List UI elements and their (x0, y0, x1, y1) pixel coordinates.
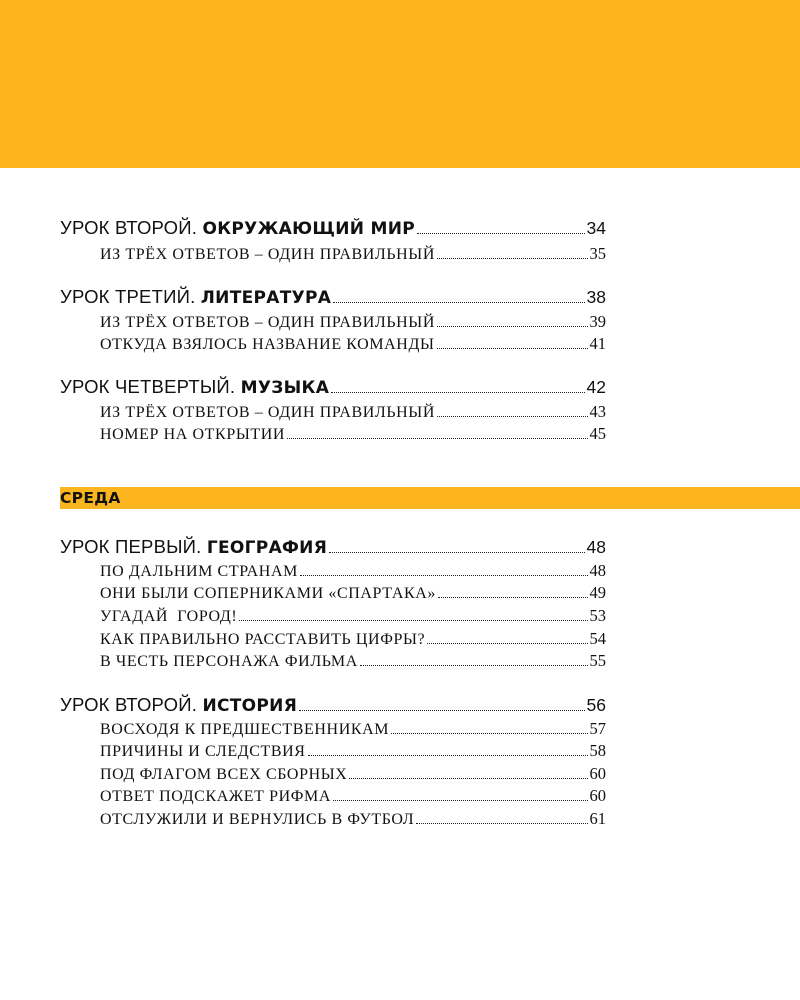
toc-entry-line[interactable] (100, 398, 606, 422)
toc-entry-line[interactable] (100, 782, 606, 806)
dot-leader (239, 619, 587, 621)
entry-title: ОТВЕТ ПОДСКАЖЕТ РИФМА (100, 788, 332, 805)
page-number: 43 (589, 402, 606, 421)
toc-entry-line[interactable] (100, 602, 606, 626)
toc-lesson-line[interactable] (60, 284, 606, 308)
toc-lesson-line[interactable] (60, 374, 606, 398)
toc-entry-line[interactable] (100, 330, 606, 354)
toc-entry-line[interactable] (100, 557, 606, 581)
entry-title: ОТКУДА ВЗЯЛОСЬ НАЗВАНИЕ КОМАНДЫ (100, 336, 435, 353)
dot-leader (437, 415, 587, 417)
entry-title: ВОСХОДЯ К ПРЕДШЕСТВЕННИКАМ (100, 721, 390, 738)
entry-title: УГАДАЙ ГОРОД! (100, 608, 238, 625)
page-number: 42 (586, 377, 606, 397)
toc-entry-line[interactable] (100, 579, 606, 603)
lesson-title: УРОК ПЕРВЫЙ. ГЕОГРАФИЯ (60, 536, 328, 558)
dot-leader (437, 347, 588, 349)
dot-leader (360, 664, 588, 666)
toc-entry-line[interactable] (100, 308, 606, 332)
toc-entry-line[interactable] (100, 760, 606, 784)
toc-entry-line[interactable] (100, 240, 606, 264)
page-number: 48 (586, 537, 606, 557)
page-number: 35 (589, 244, 606, 263)
entry-title: ИЗ ТРЁХ ОТВЕТОВ – ОДИН ПРАВИЛЬНЫЙ (100, 404, 436, 421)
lesson-title: УРОК ЧЕТВЕРТЫЙ. МУЗЫКА (60, 376, 330, 398)
day-heading: СРЕДА (60, 489, 121, 507)
lesson-title: УРОК ВТОРОЙ. ИСТОРИЯ (60, 694, 298, 716)
entry-title: ОТСЛУЖИЛИ И ВЕРНУЛИСЬ В ФУТБОЛ (100, 811, 415, 828)
dot-leader (391, 732, 587, 734)
page-number: 56 (586, 695, 606, 715)
entry-title: ИЗ ТРЁХ ОТВЕТОВ – ОДИН ПРАВИЛЬНЫЙ (100, 246, 436, 263)
page-number: 60 (589, 764, 606, 783)
toc-lesson-line[interactable] (60, 215, 606, 239)
lesson-title: УРОК ВТОРОЙ. ОКРУЖАЮЩИЙ МИР (60, 217, 416, 239)
entry-title: НОМЕР НА ОТКРЫТИИ (100, 426, 286, 443)
lesson-title: УРОК ТРЕТИЙ. ЛИТЕРАТУРА (60, 286, 332, 308)
dot-leader (427, 642, 587, 644)
page-number: 58 (589, 741, 606, 760)
page-number: 60 (589, 786, 606, 805)
entry-title: ИЗ ТРЁХ ОТВЕТОВ – ОДИН ПРАВИЛЬНЫЙ (100, 314, 436, 331)
entry-title: ПОД ФЛАГОМ ВСЕХ СБОРНЫХ (100, 766, 348, 783)
page-number: 49 (589, 583, 606, 602)
dot-leader (333, 799, 587, 801)
page-number: 57 (589, 719, 606, 738)
toc-entry-line[interactable] (100, 647, 606, 671)
dot-leader (349, 777, 587, 779)
page-number: 48 (589, 561, 606, 580)
page-number: 41 (589, 334, 606, 353)
page-number: 61 (589, 809, 606, 828)
page-number: 38 (586, 287, 606, 307)
dot-leader (438, 596, 587, 598)
dot-leader (333, 301, 584, 303)
entry-title: ОНИ БЫЛИ СОПЕРНИКАМИ «СПАРТАКА» (100, 585, 437, 602)
dot-leader (437, 257, 587, 259)
toc-lesson-line[interactable] (60, 534, 606, 558)
dot-leader (416, 822, 587, 824)
entry-title: В ЧЕСТЬ ПЕРСОНАЖА ФИЛЬМА (100, 653, 358, 670)
dot-leader (300, 574, 588, 576)
entry-title: КАК ПРАВИЛЬНО РАССТАВИТЬ ЦИФРЫ? (100, 631, 426, 648)
dot-leader (299, 709, 584, 711)
toc-entry-line[interactable] (100, 625, 606, 649)
entry-title: ПРИЧИНЫ И СЛЕДСТВИЯ (100, 743, 306, 760)
toc-lesson-line[interactable] (60, 692, 606, 716)
day-heading-band (60, 487, 800, 509)
page-number: 55 (589, 651, 606, 670)
page-number: 45 (589, 424, 606, 443)
dot-leader (417, 232, 585, 234)
page-number: 54 (589, 629, 606, 648)
page-number: 53 (589, 606, 606, 625)
page-number: 34 (586, 218, 606, 238)
dot-leader (437, 325, 587, 327)
dot-leader (331, 391, 584, 393)
dot-leader (308, 754, 588, 756)
toc-entry-line[interactable] (100, 805, 606, 829)
dot-leader (287, 437, 587, 439)
toc-entry-line[interactable] (100, 420, 606, 444)
entry-title: ПО ДАЛЬНИМ СТРАНАМ (100, 563, 298, 580)
toc-entry-line[interactable] (100, 715, 606, 739)
toc-entry-line[interactable] (100, 737, 606, 761)
page-number: 39 (589, 312, 606, 331)
dot-leader (329, 551, 584, 553)
